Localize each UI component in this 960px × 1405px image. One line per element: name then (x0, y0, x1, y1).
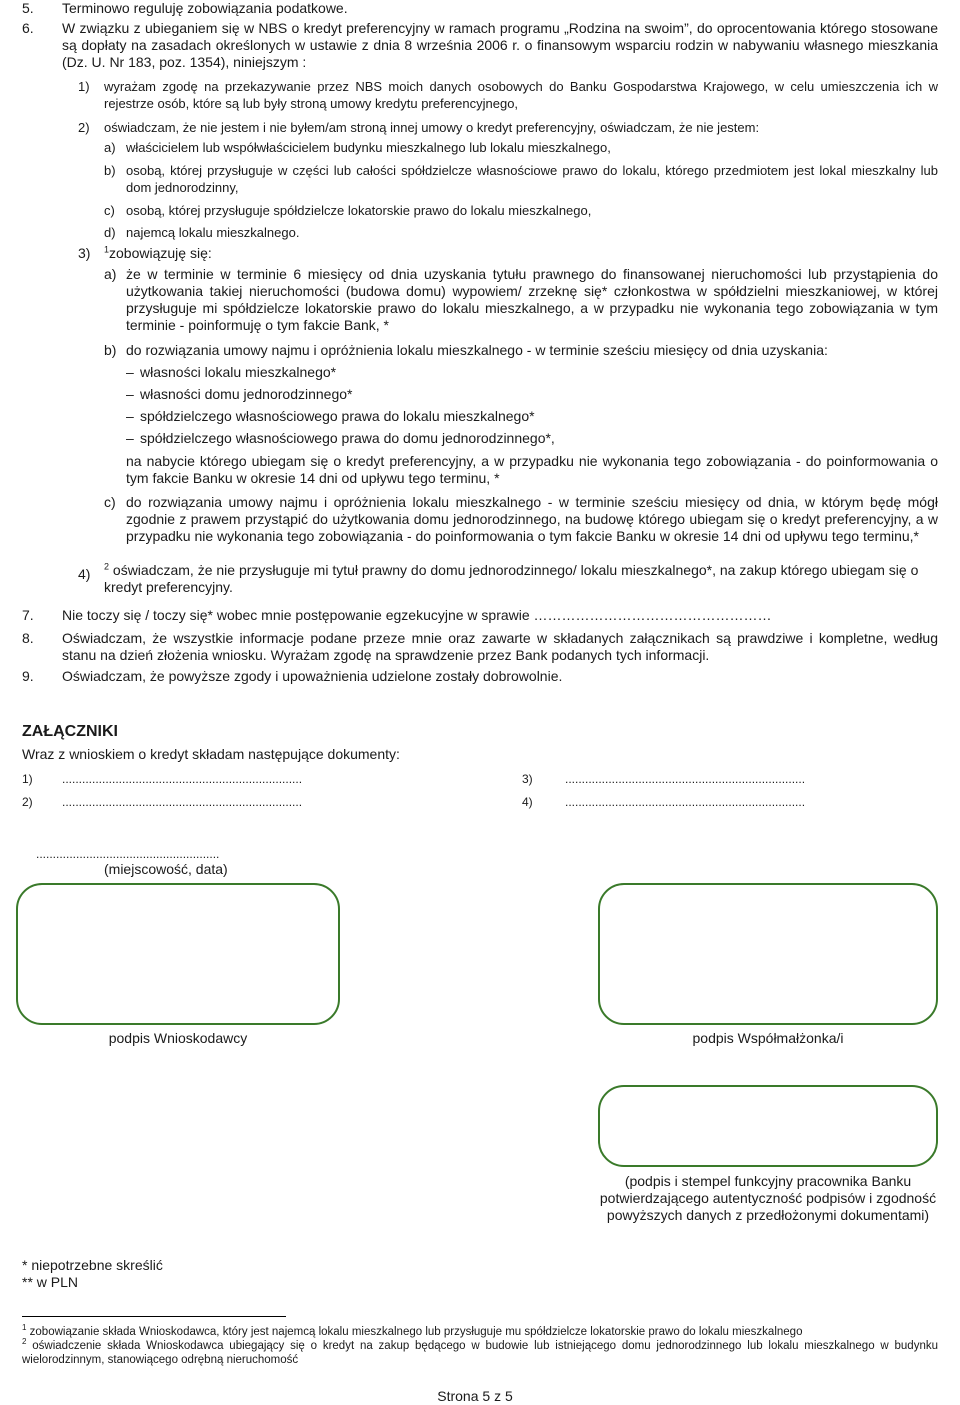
bank-signature-label: (podpis i stempel funkcyjny pracownika Banku potwierdzającego autentyczność podpisów i zgodność powyższych danych z przedłożonymi dokumentami) (599, 1173, 937, 1223)
dash-4-marker: – (126, 430, 134, 446)
applicant-signature-box (16, 883, 340, 1025)
place-date-field: ....................................................... (36, 847, 220, 861)
footnote-separator (22, 1316, 286, 1317)
sub-3-number: 3) (78, 245, 91, 261)
footnote-2-mark: 2 (22, 1337, 27, 1347)
sub-2d-text: najemcą lokalu mieszkalnego. (126, 225, 300, 240)
sub-4-line (104, 562, 938, 596)
spouse-signature-label: podpis Współmałżonka/i (692, 1030, 844, 1046)
footnote-ref-2: 2 (104, 561, 110, 572)
bank-signature-box (598, 1085, 938, 1167)
note-currency: ** w PLN (22, 1274, 79, 1290)
sub-2a-letter: a) (104, 140, 116, 155)
sub-2-number: 2) (78, 120, 90, 135)
item-5-text: Terminowo reguluję zobowiązania podatkowe. (62, 0, 348, 16)
attachment-1-field: ........................................................................ (62, 772, 303, 786)
attachments-title: ZAŁĄCZNIKI (22, 723, 118, 740)
sub-3-line (104, 245, 212, 262)
sub-1-number: 1) (78, 79, 90, 94)
attachment-2-number: 2) (22, 795, 33, 809)
attachment-1-number: 1) (22, 772, 33, 786)
sub-1-text: wyrażam zgodę na przekazywanie przez NBS moich danych osobowych do Banku Gospodarstwa Krajowego, w celu umieszczenia ich w rejestrze osób, które są lub były stroną umowy kredytu preferencyjnego, (104, 79, 938, 111)
spouse-signature-box (598, 883, 938, 1025)
attachment-4-number: 4) (522, 795, 533, 809)
sub-2c-letter: c) (104, 203, 115, 218)
sub-2a-text: właścicielem lub współwłaścicielem budynku mieszkalnego lub lokalu mieszkalnego, (126, 140, 611, 155)
sub-2b-text: osobą, której przysługuje w części lub całości spółdzielcze własnościowe prawo do lokalu, którego przedmiotem jest lokal mieszkalny lub dom jednorodzinny, (126, 163, 938, 195)
dash-3-text: spółdzielczego własnościowego prawa do lokalu mieszkalnego* (140, 408, 535, 424)
dash-4-text: spółdzielczego własnościowego prawa do domu jednorodzinnego*, (140, 430, 555, 446)
applicant-signature-label: podpis Wnioskodawcy (108, 1030, 248, 1046)
sub-3c-letter: c) (104, 494, 116, 510)
item-6-text: W związku z ubieganiem się w NBS o kredyt preferencyjny w ramach programu „Rodzina na swoim”, do oprocentowania którego stosowane są dopłaty na zasadach określonych w ustawie z dnia 8 września 2006 r. o finansowym wsparciu rodzin w nabywaniu własnego mieszkania (Dz. U. Nr 183, poz. 1354), niniejszym : (62, 20, 938, 70)
page-number: Strona 5 z 5 (437, 1388, 513, 1404)
sub-3b-text: do rozwiązania umowy najmu i opróżnienia lokalu mieszkalnego - w terminie sześciu miesięcy od dnia uzyskania: (126, 342, 828, 358)
place-date-label: (miejscowość, data) (104, 861, 228, 877)
footnote-1-mark: 1 (22, 1323, 27, 1333)
attachment-3-field: ........................................................................ (565, 772, 806, 786)
sub-4-text: oświadczam, że nie przysługuje mi tytuł prawny do domu jednorodzinnego/ lokalu mieszkalnego*, na zakup którego ubiegam się o kredyt preferencyjny. (104, 562, 919, 595)
note-strike: * niepotrzebne skreślić (22, 1257, 163, 1273)
footnote-ref-1: 1 (104, 244, 110, 255)
dash-3-marker: – (126, 408, 134, 424)
sub-3c-text: do rozwiązania umowy najmu i opróżnienia lokalu mieszkalnego - w terminie sześciu miesięcy od dnia, w którym będę mógł zgodnie z prawem przystąpić do użytkowania domu jednorodzinnego, na budowę którego ubiegam się o kredyt preferencyjny, a w przypadku nie wykonania tego zobowiązania - do poinformowania o tym fakcie Banku w okresie 14 dni od upływu tego terminu,* (126, 494, 938, 544)
sub-3b-letter: b) (104, 342, 117, 358)
footnote-1 (22, 1325, 938, 1339)
sub-2c-text: osobą, której przysługuje spółdzielcze lokatorskie prawo do lokalu mieszkalnego, (126, 203, 592, 218)
item-9-number: 9. (22, 668, 34, 684)
item-8-text: Oświadczam, że wszystkie informacje podane przeze mnie oraz zawarte w składanych załącznikach są prawdziwe i kompletne, według stanu na dzień złożenia wniosku. Wyrażam zgodę na sprawdzenie przez Bank podanych tych informacji. (62, 630, 938, 663)
attachment-3-number: 3) (522, 772, 533, 786)
sub-3a-text: że w terminie w terminie 6 miesięcy od dnia uzyskania tytułu prawnego do finansowanej nieruchomości lub przystąpienia do użytkowania takiej nieruchomości (budowa domu) wypowiem/ zrzeknę się* członkostwa w spółdzielni mieszkaniowej, w której przysługuje mi spółdzielcze lokatorskie prawo do lokalu mieszkalnego, a w przypadku nie wykonania tego zobowiązania w tym terminie - poinformuję o tym fakcie Bank, * (126, 266, 938, 333)
sub-3-text: zobowiązuję się: (109, 245, 212, 261)
item-5-number: 5. (22, 0, 34, 16)
dash-2-text: własności domu jednorodzinnego* (140, 386, 353, 402)
sub-2b-letter: b) (104, 163, 116, 178)
dash-1-marker: – (126, 364, 134, 380)
footnote-2-text: oświadczenie składa Wnioskodawca ubiegający się o kredyt na zakup będącego w budowie lub istniejącego domu jednorodzinnego lub lokalu mieszkalnego w budynku wielorodzinnym, stanowiącego odrębną nieruchomość (22, 1340, 938, 1366)
sub-3a-letter: a) (104, 266, 117, 282)
dash-1-text: własności lokalu mieszkalnego* (140, 364, 337, 380)
item-7-text: Nie toczy się / toczy się* wobec mnie postępowanie egzekucyjne w sprawie …………………………………………… (62, 607, 772, 623)
dash-2-marker: – (126, 386, 134, 402)
item-8-number: 8. (22, 630, 34, 646)
footnote-2 (22, 1339, 938, 1367)
sub-4-number: 4) (78, 566, 91, 582)
attachment-4-field: ........................................................................ (565, 795, 806, 809)
sub-2d-letter: d) (104, 225, 116, 240)
sub-2-text: oświadczam, że nie jestem i nie byłem/am stroną innej umowy o kredyt preferencyjny, oświadczam, że nie jestem: (104, 120, 760, 135)
sub-3b-tail-text: na nabycie którego ubiegam się o kredyt preferencyjny, a w przypadku nie wykonania tego zobowiązania - do poinformowania o tym fakcie Banku w okresie 14 dni od upływu tego terminu, * (126, 453, 938, 486)
item-6-number: 6. (22, 20, 34, 36)
item-7-number: 7. (22, 607, 34, 623)
footnote-1-text: zobowiązanie składa Wnioskodawca, który jest najemcą lokalu mieszkalnego lub przysługuje mu spółdzielcze lokatorskie prawo do lokalu mieszkalnego (29, 1326, 803, 1338)
attachment-2-field: ........................................................................ (62, 795, 303, 809)
item-9-text: Oświadczam, że powyższe zgody i upoważnienia udzielone zostały dobrowolnie. (62, 668, 563, 684)
attachments-intro: Wraz z wnioskiem o kredyt składam następujące dokumenty: (22, 746, 400, 762)
